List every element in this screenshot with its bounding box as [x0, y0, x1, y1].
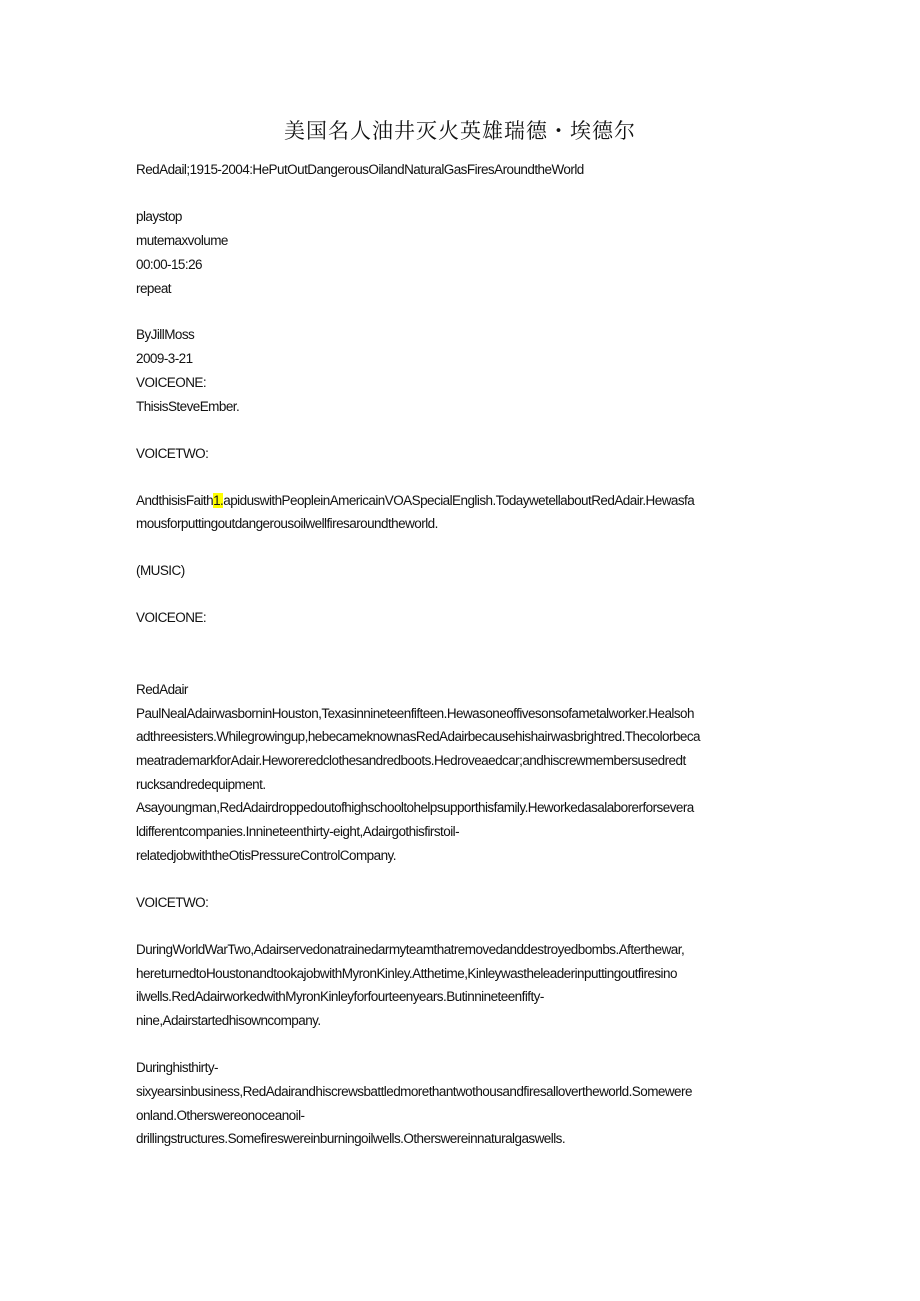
date: 2009-3-21 — [136, 351, 193, 366]
paragraph-2-line-2: ldifferentcompanies.Innineteenthirty-eight,Adairgothisfirstoil- — [136, 824, 460, 839]
speaker-voice-one-2: VOICEONE: — [136, 610, 207, 625]
paragraph-faith-line-2: mousforputtingoutdangerousoilwellfiresaroundtheworld. — [136, 516, 438, 531]
page-title: 美国名人油井灭火英雄瑞德・埃德尔 — [284, 119, 636, 143]
highlighted-marker: 1. — [213, 493, 224, 508]
paragraph-4-line-1: Duringhisthirty- — [136, 1060, 218, 1075]
paragraph-2-line-1: Asayoungman,RedAdairdroppedoutofhighschooltohelpsupporthisfamily.Heworkedasalaborerforsevera — [136, 800, 694, 815]
speaker-voice-one: VOICEONE: — [136, 375, 207, 390]
player-controls-volume: mutemaxvolume — [136, 233, 228, 248]
paragraph-faith-line-1 — [136, 492, 786, 510]
paragraph-4-line-3: onland.Otherswereonoceanoil- — [136, 1108, 305, 1123]
paragraph-3-line-3: ilwells.RedAdairworkedwithMyronKinleyforfourteenyears.Butinnineteenfifty- — [136, 989, 544, 1004]
paragraph-4-line-2: sixyearsinbusiness,RedAdairandhiscrewsbattledmorethantwothousandfiresallovertheworld.Somewere — [136, 1084, 692, 1099]
byline: ByJillMoss — [136, 327, 195, 342]
paragraph-4-line-4: drillingstructures.Somefireswereinburningoilwells.Otherswereinnaturalgaswells. — [136, 1131, 566, 1146]
paragraph-2-line-3: relatedjobwiththeOtisPressureControlCompany. — [136, 848, 396, 863]
section-heading: RedAdair — [136, 682, 188, 697]
player-controls-play-stop: playstop — [136, 209, 182, 224]
paragraph-3-line-1: DuringWorldWarTwo,Adairservedonatrainedarmyteamthatremovedanddestroyedbombs.Afterthewar, — [136, 942, 685, 957]
player-repeat: repeat — [136, 281, 171, 296]
paragraph-1-line-3: meatrademarkforAdair.Heworeredclothesandredboots.Hedroveaedcar;andhiscrewmembersusedredt — [136, 753, 686, 768]
player-time: 00:00-15:26 — [136, 257, 203, 272]
speaker-voice-two-2: VOICETWO: — [136, 895, 209, 910]
paragraph-3-line-2: hereturnedtoHoustonandtookajobwithMyronKinley.Atthetime,Kinleywastheleaderinputtingoutfiresino — [136, 966, 677, 981]
subtitle: RedAdail;1915-2004:HePutOutDangerousOilandNaturalGasFiresAroundtheWorld — [136, 162, 584, 177]
paragraph-3-line-4: nine,Adairstartedhisowncompany. — [136, 1013, 321, 1028]
paragraph-1-line-2: adthreesisters.Whilegrowingup,hebecameknownasRedAdairbecausehishairwasbrightred.Thecolorbeca — [136, 729, 700, 744]
speaker-voice-two: VOICETWO: — [136, 446, 209, 461]
paragraph-faith-text-end: apiduswithPeopleinAmericainVOASpecialEnglish.TodaywetellaboutRedAdair.Hewasfa — [223, 493, 695, 508]
music-cue: (MUSIC) — [136, 563, 185, 578]
paragraph-1-line-1: PaulNealAdairwasborninHouston,Texasinnineteenfifteen.Hewasoneoffivesonsofametalworker.Healsoh — [136, 706, 694, 721]
paragraph-faith-text-start: AndthisisFaith — [136, 493, 214, 508]
intro-line: ThisisSteveEmber. — [136, 399, 240, 414]
paragraph-1-line-4: rucksandredequipment. — [136, 777, 266, 792]
